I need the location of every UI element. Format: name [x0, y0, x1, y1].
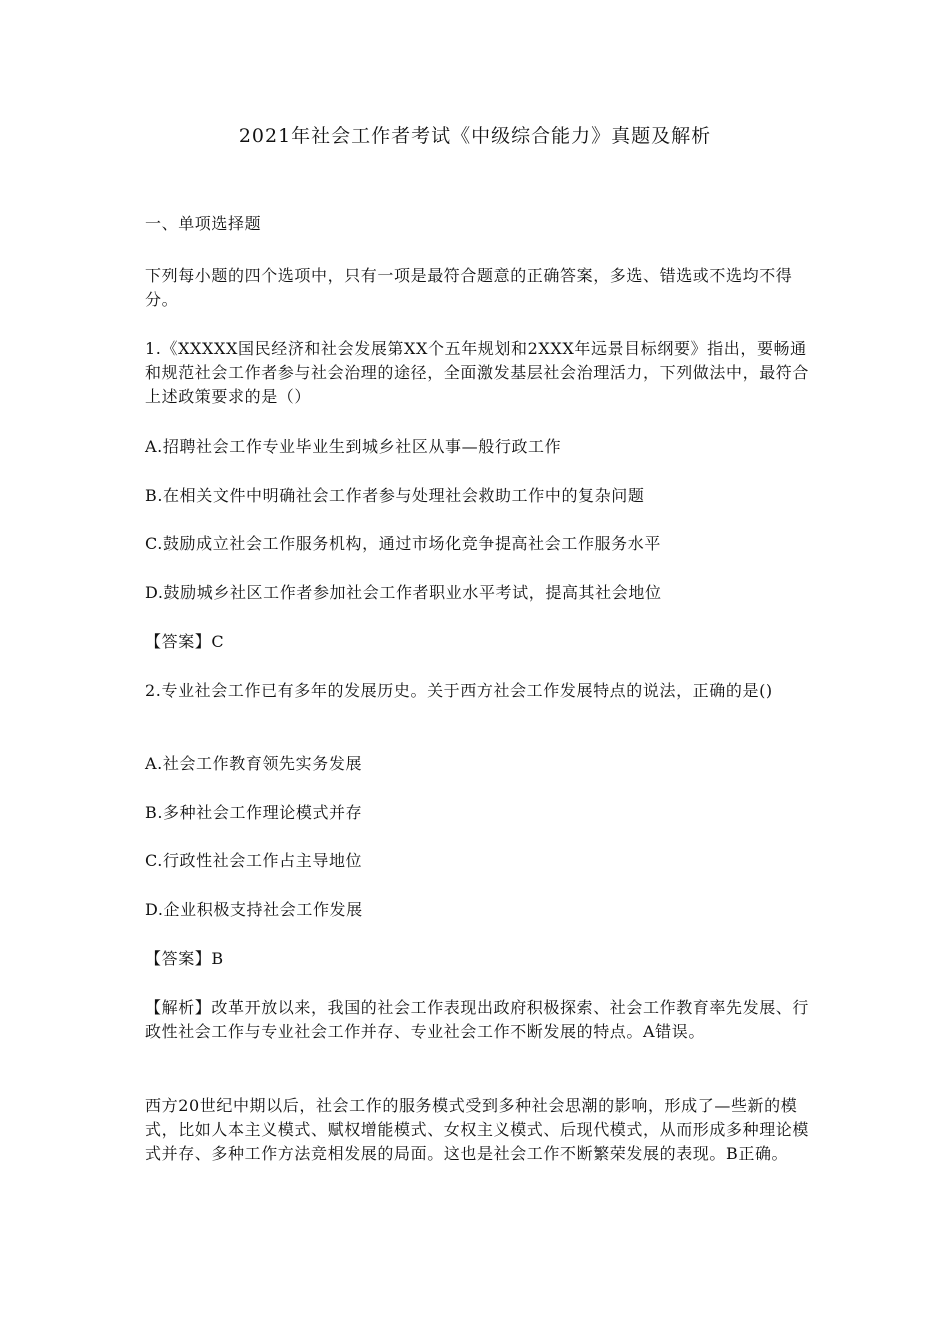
question-1-answer: 【答案】C	[145, 632, 225, 651]
question-2-stem: 2.专业社会工作已有多年的发展历史。关于西方社会工作发展特点的说法，正确的是()	[145, 681, 773, 700]
question-2-analysis-1: 【解析】改革开放以来，我国的社会工作表现出政府积极探索、社会工作教育率先发展、行政性社会工作与专业社会工作并存、专业社会工作不断发展的特点。A错误。	[145, 998, 810, 1041]
question-1-option-a: A.招聘社会工作专业毕业生到城乡社区从事—般行政工作	[145, 437, 562, 456]
section-heading: 一、单项选择题	[145, 214, 262, 233]
question-2-option-a: A.社会工作教育领先实务发展	[145, 754, 363, 773]
question-2-option-c: C.行政性社会工作占主导地位	[145, 851, 363, 870]
document-title: 2021年社会工作者考试《中级综合能力》真题及解析	[238, 125, 712, 147]
question-1-option-b: B.在相关文件中明确社会工作者参与处理社会救助工作中的复杂问题	[145, 486, 645, 505]
question-2-option-b: B.多种社会工作理论模式并存	[145, 803, 363, 822]
question-2-answer: 【答案】B	[145, 949, 224, 968]
question-1-stem: 1.《XXXXX国民经济和社会发展第XX个五年规划和2XXX年远景目标纲要》指出，要畅通和规范社会工作者参与社会治理的途径，全面激发基层社会治理活力，下列做法中，最符合上述政策要求的是（）	[145, 339, 810, 406]
question-1-option-c: C.鼓励成立社会工作服务机构，通过市场化竞争提高社会工作服务水平	[145, 534, 661, 553]
question-1-option-d: D.鼓励城乡社区工作者参加社会工作者职业水平考试，提高其社会地位	[145, 583, 662, 602]
instructions-paragraph: 下列每小题的四个选项中，只有一项是最符合题意的正确答案，多选、错选或不选均不得分。	[145, 266, 793, 309]
question-2-analysis-2: 西方20世纪中期以后，社会工作的服务模式受到多种社会思潮的影响，形成了—些新的模式，比如人本主义模式、赋权增能模式、女权主义模式、后现代模式，从而形成多种理论模式并存、多种工作方法竞相发展的局面。这也是社会工作不断繁荣发展的表现。B正确。	[145, 1096, 810, 1163]
question-2-option-d: D.企业积极支持社会工作发展	[145, 900, 363, 919]
